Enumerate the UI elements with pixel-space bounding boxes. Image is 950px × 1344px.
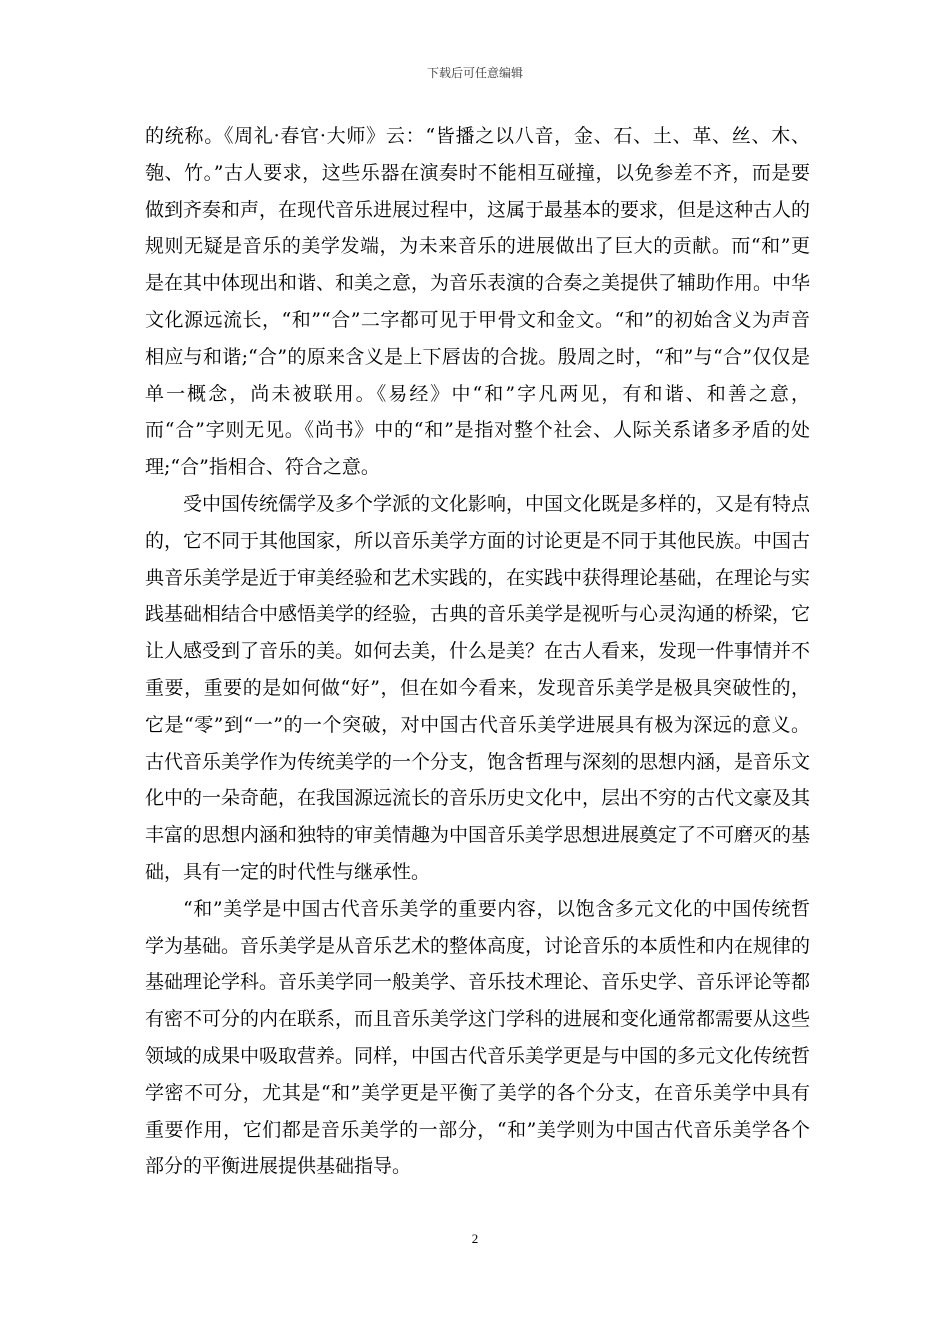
- document-body: [145, 118, 810, 1185]
- paragraph-2: 受中国传统儒学及多个学派的文化影响，中国文化既是多样的，又是有特点的，它不同于其他国家，所以音乐美学方面的讨论更是不同于其他民族。中国古典音乐美学是近于审美经验和艺术实践的，在实践中获得理论基础，在理论与实践基础相结合中感悟美学的经验，古典的音乐美学是视听与心灵沟通的桥梁，它让人感受到了音乐的美。如何去美，什么是美？在古人看来，发现一件事情并不重要，重要的是如何做“好”，但在如今看来，发现音乐美学是极具突破性的，它是“零”到“一”的一个突破，对中国古代音乐美学进展具有极为深远的意义。古代音乐美学作为传统美学的一个分支，饱含哲理与深刻的思想内涵，是音乐文化中的一朵奇葩，在我国源远流长的音乐历史文化中，层出不穷的古代文豪及其丰富的思想内涵和独特的审美情趣为中国音乐美学思想进展奠定了不可磨灭的基础，具有一定的时代性与继承性。: [145, 492, 811, 883]
- paragraph-1: 的统称。《周礼·春官·大师》云：“皆播之以八音，金、石、土、革、丝、木、匏、竹。”古人要求，这些乐器在演奏时不能相互碰撞，以免参差不齐，而是要做到齐奏和声，在现代音乐进展过程中，这属于最基本的要求，但是这种古人的规则无疑是音乐的美学发端，为未来音乐的进展做出了巨大的贡献。而“和”更是在其中体现出和谐、和美之意，为音乐表演的合奏之美提供了辅助作用。中华文化源远流长，“和”“合”二字都可见于甲骨文和金文。“和”的初始含义为声音相应与和谐;“合”的原来含义是上下唇齿的合拢。殷周之时，“和”与“合”仅仅是单一概念，尚未被联用。《易经》中“和”字凡两见，有和谐、和善之意，而“合”字则无见。《尚书》中的“和”是指对整个社会、人际关系诸多矛盾的处理;“合”指相合、符合之意。: [145, 125, 811, 479]
- paragraph-3: “和”美学是中国古代音乐美学的重要内容，以饱含多元文化的中国传统哲学为基础。音乐美学是从音乐艺术的整体高度，讨论音乐的本质性和内在规律的基础理论学科。音乐美学同一般美学、音乐技术理论、音乐史学、音乐评论等都有密不可分的内在联系，而且音乐美学这门学科的进展和变化通常都需要从这些领域的成果中吸取营养。同样，中国古代音乐美学更是与中国的多元文化传统哲学密不可分，尤其是“和”美学更是平衡了美学的各个分支，在音乐美学中具有重要作用，它们都是音乐美学的一部分，“和”美学则为中国古代音乐美学各个部分的平衡进展提供基础指导。: [145, 897, 811, 1178]
- page-number: 2: [471, 1231, 479, 1246]
- page-header: 下载后可任意编辑: [426, 66, 523, 80]
